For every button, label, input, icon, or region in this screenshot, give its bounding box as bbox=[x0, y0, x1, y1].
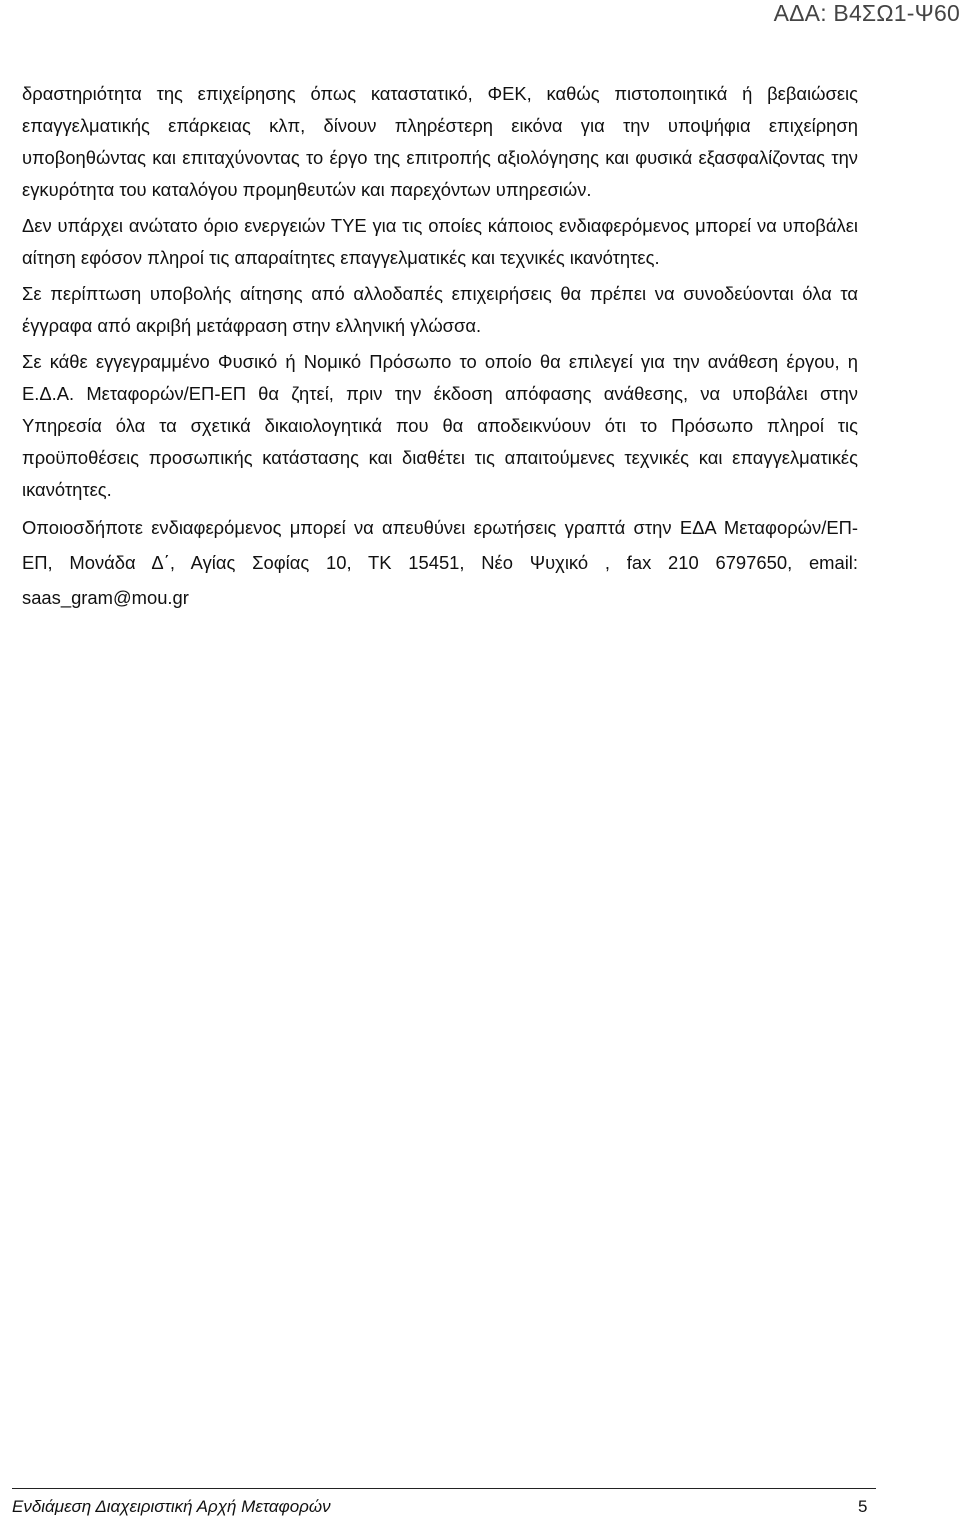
footer-divider bbox=[12, 1488, 876, 1489]
footer-authority-name: Ενδιάμεση Διαχειριστική Αρχή Μεταφορών bbox=[12, 1497, 331, 1516]
paragraph-supporting-documents: δραστηριότητα της επιχείρησης όπως καταστατικό, ΦΕΚ, καθώς πιστοποιητικά ή βεβαιώσεις επαγγελματικής επάρκειας κλπ, δίνουν πληρέστερη εικόνα για την υποψήφια επιχείρηση υποβοηθώντας και επιταχύνοντας το έργο της επιτροπής αξιολόγησης και φυσικά εξασφαλίζοντας την εγκυρότητα του καταλόγου προμηθευτών και παρεχόντων υπηρεσιών. bbox=[22, 83, 858, 200]
paragraph-foreign-companies: Σε περίπτωση υποβολής αίτησης από αλλοδαπές επιχειρήσεις θα πρέπει να συνοδεύονται όλα τα έγγραφα από ακριβή μετάφραση στην ελληνική γλώσσα. bbox=[22, 283, 858, 336]
document-code: ΑΔΑ: Β4ΣΩ1-Ψ60 bbox=[773, 0, 960, 26]
page-number: 5 bbox=[858, 1497, 868, 1516]
document-body bbox=[22, 78, 858, 615]
paragraph-award-requirements: Σε κάθε εγγεγραμμένο Φυσικό ή Νομικό Πρόσωπο το οποίο θα επιλεγεί για την ανάθεση έργου, η Ε.Δ.Α. Μεταφορών/ΕΠ-ΕΠ θα ζητεί, πριν την έκδοση απόφασης ανάθεσης, να υποβάλει στην Υπηρεσία όλα τα σχετικά δικαιολογητικά που θα αποδεικνύουν ότι το Πρόσωπο πληροί τις προϋποθέσεις προσωπικής κατάστασης και διαθέτει τις απαιτούμενες τεχνικές και επαγγελματικές ικανότητες. bbox=[22, 351, 858, 500]
paragraph-contact-info: Οποιοσδήποτε ενδιαφερόμενος μπορεί να απευθύνει ερωτήσεις γραπτά στην ΕΔΑ Μεταφορών/ΕΠ-ΕΠ, Μονάδα Δ΄, Αγίας Σοφίας 10, ΤΚ 15451, Νέο Ψυχικό , fax 210 6797650, email: saas_gram@mou.gr bbox=[22, 517, 858, 608]
paragraph-no-upper-limit: Δεν υπάρχει ανώτατο όριο ενεργειών ΤΥΕ για τις οποίες κάποιος ενδιαφερόμενος μπορεί να υποβάλει αίτηση εφόσον πληροί τις απαραίτητες επαγγελματικές και τεχνικές ικανότητες. bbox=[22, 215, 858, 268]
